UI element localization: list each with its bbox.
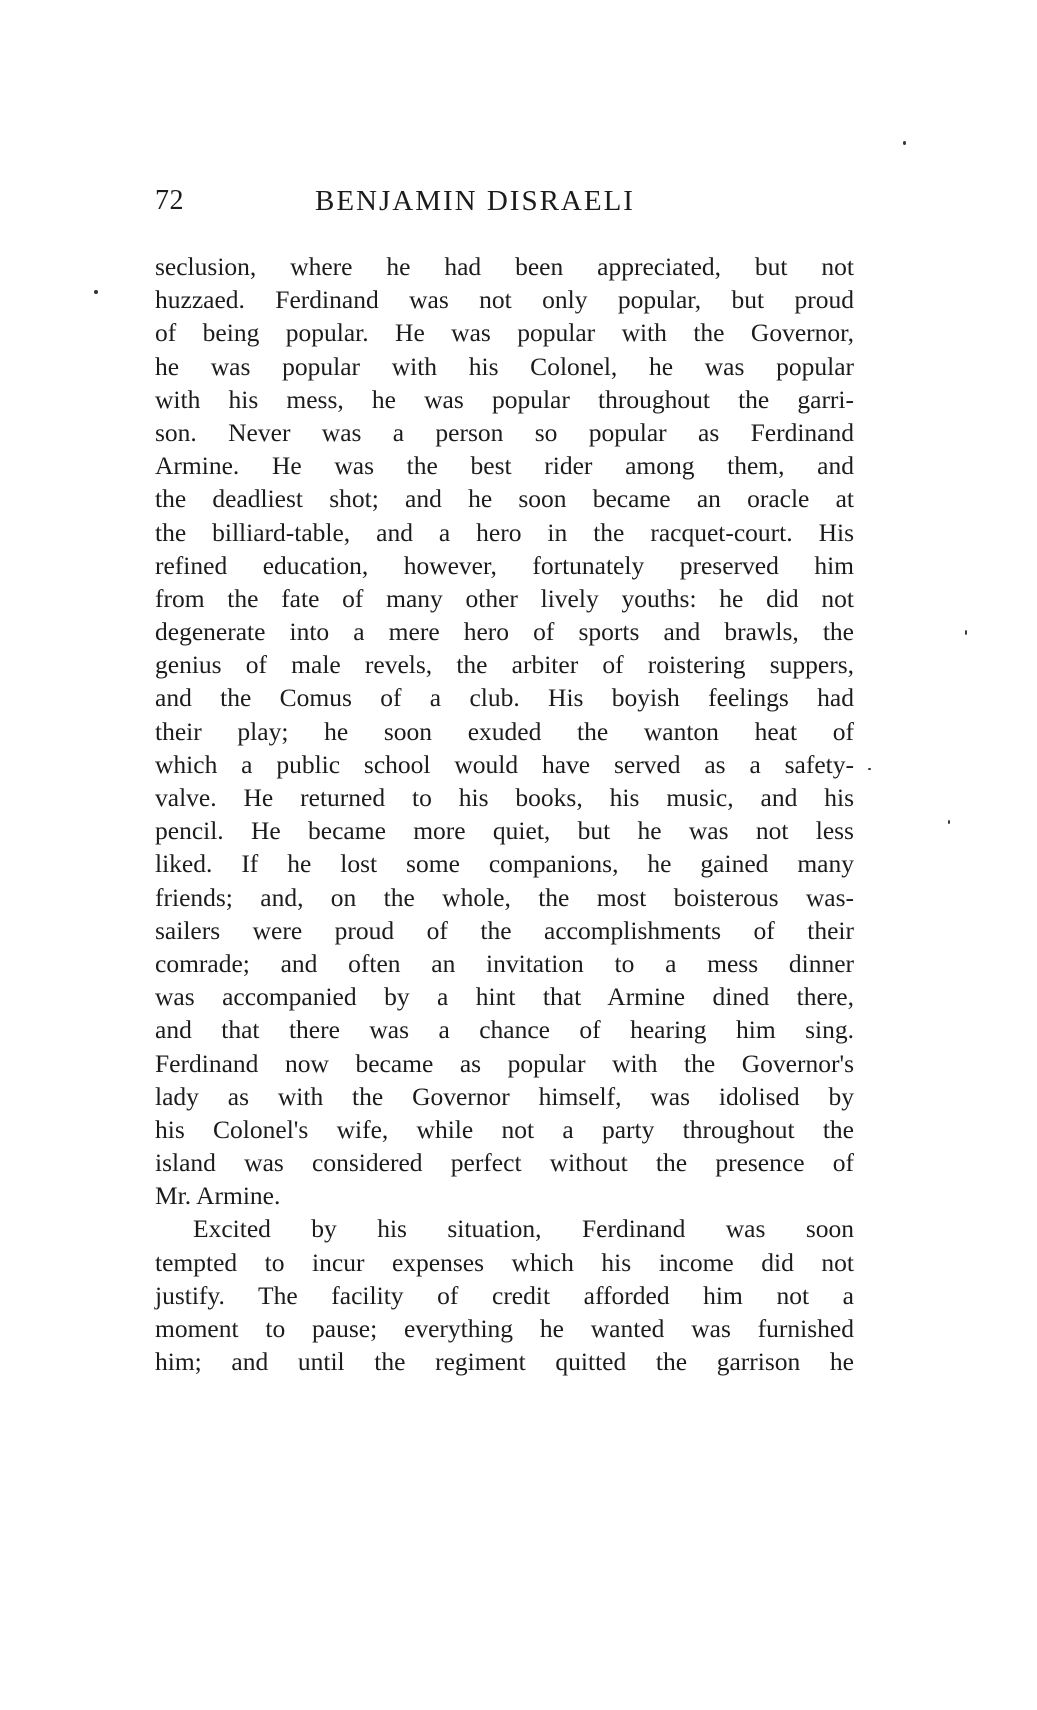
scan-speck (868, 768, 871, 770)
paragraph-start-line: Excited by his situation, Ferdinand was soon (193, 1214, 854, 1244)
text-line: comrade; and often an invitation to a mess dinner (155, 948, 854, 978)
text-line: huzzaed. Ferdinand was not only popular, but proud (155, 285, 854, 315)
text-line: valve. He returned to his books, his music, and his (155, 783, 854, 812)
book-title: BENJAMIN DISRAELI (315, 185, 635, 217)
text-line: him; and until the regiment quitted the garrison he (155, 1347, 854, 1377)
text-line: friends; and, on the whole, the most boisterous was- (155, 882, 854, 912)
text-line: was accompanied by a hint that Armine dined there, (155, 982, 854, 1012)
scan-speck (948, 820, 950, 824)
running-head (155, 185, 855, 225)
page-number: 72 (155, 185, 184, 216)
text-line: from the fate of many other lively youths: he did not (155, 583, 854, 613)
text-line: island was considered perfect without the presence of (155, 1148, 854, 1178)
text-line: and the Comus of a club. His boyish feelings had (155, 683, 854, 713)
text-line: his Colonel's wife, while not a party throughout the (155, 1114, 854, 1144)
text-line: with his mess, he was popular throughout the garri- (155, 384, 854, 414)
text-line: liked. If he lost some companions, he gained many (155, 849, 854, 879)
text-line: seclusion, where he had been appreciated, but not (155, 252, 854, 281)
scan-speck (965, 630, 967, 635)
text-line: Ferdinand now became as popular with the Governor's (155, 1048, 854, 1078)
text-line: lady as with the Governor himself, was idolised by (155, 1081, 854, 1111)
text-line: justify. The facility of credit afforded him not a (155, 1280, 854, 1310)
text-line: the deadliest shot; and he soon became an oracle at (155, 484, 854, 514)
text-line: their play; he soon exuded the wanton heat of (155, 716, 854, 746)
body-text (155, 250, 854, 1378)
text-line: and that there was a chance of hearing him sing. (155, 1015, 854, 1045)
text-line: pencil. He became more quiet, but he was not less (155, 816, 854, 846)
text-line: Armine. He was the best rider among them, and (155, 451, 854, 481)
text-line: son. Never was a person so popular as Ferdinand (155, 417, 854, 447)
text-line: genius of male revels, the arbiter of roistering suppers, (155, 650, 854, 680)
text-line: he was popular with his Colonel, he was popular (155, 351, 854, 381)
text-line: sailers were proud of the accomplishments of their (155, 915, 854, 945)
text-line: degenerate into a mere hero of sports and brawls, the (155, 617, 854, 647)
text-line: the billiard-table, and a hero in the racquet-court. His (155, 517, 854, 547)
text-line: tempted to incur expenses which his income did not (155, 1247, 854, 1277)
paragraph-end-line: Mr. Armine. (155, 1181, 281, 1211)
text-line: moment to pause; everything he wanted was furnished (155, 1314, 854, 1343)
scan-speck (94, 290, 98, 294)
scan-speck (903, 141, 906, 145)
text-line: refined education, however, fortunately preserved him (155, 550, 854, 580)
text-line: which a public school would have served as a safety- (155, 749, 854, 779)
text-line: of being popular. He was popular with the Governor, (155, 318, 854, 348)
